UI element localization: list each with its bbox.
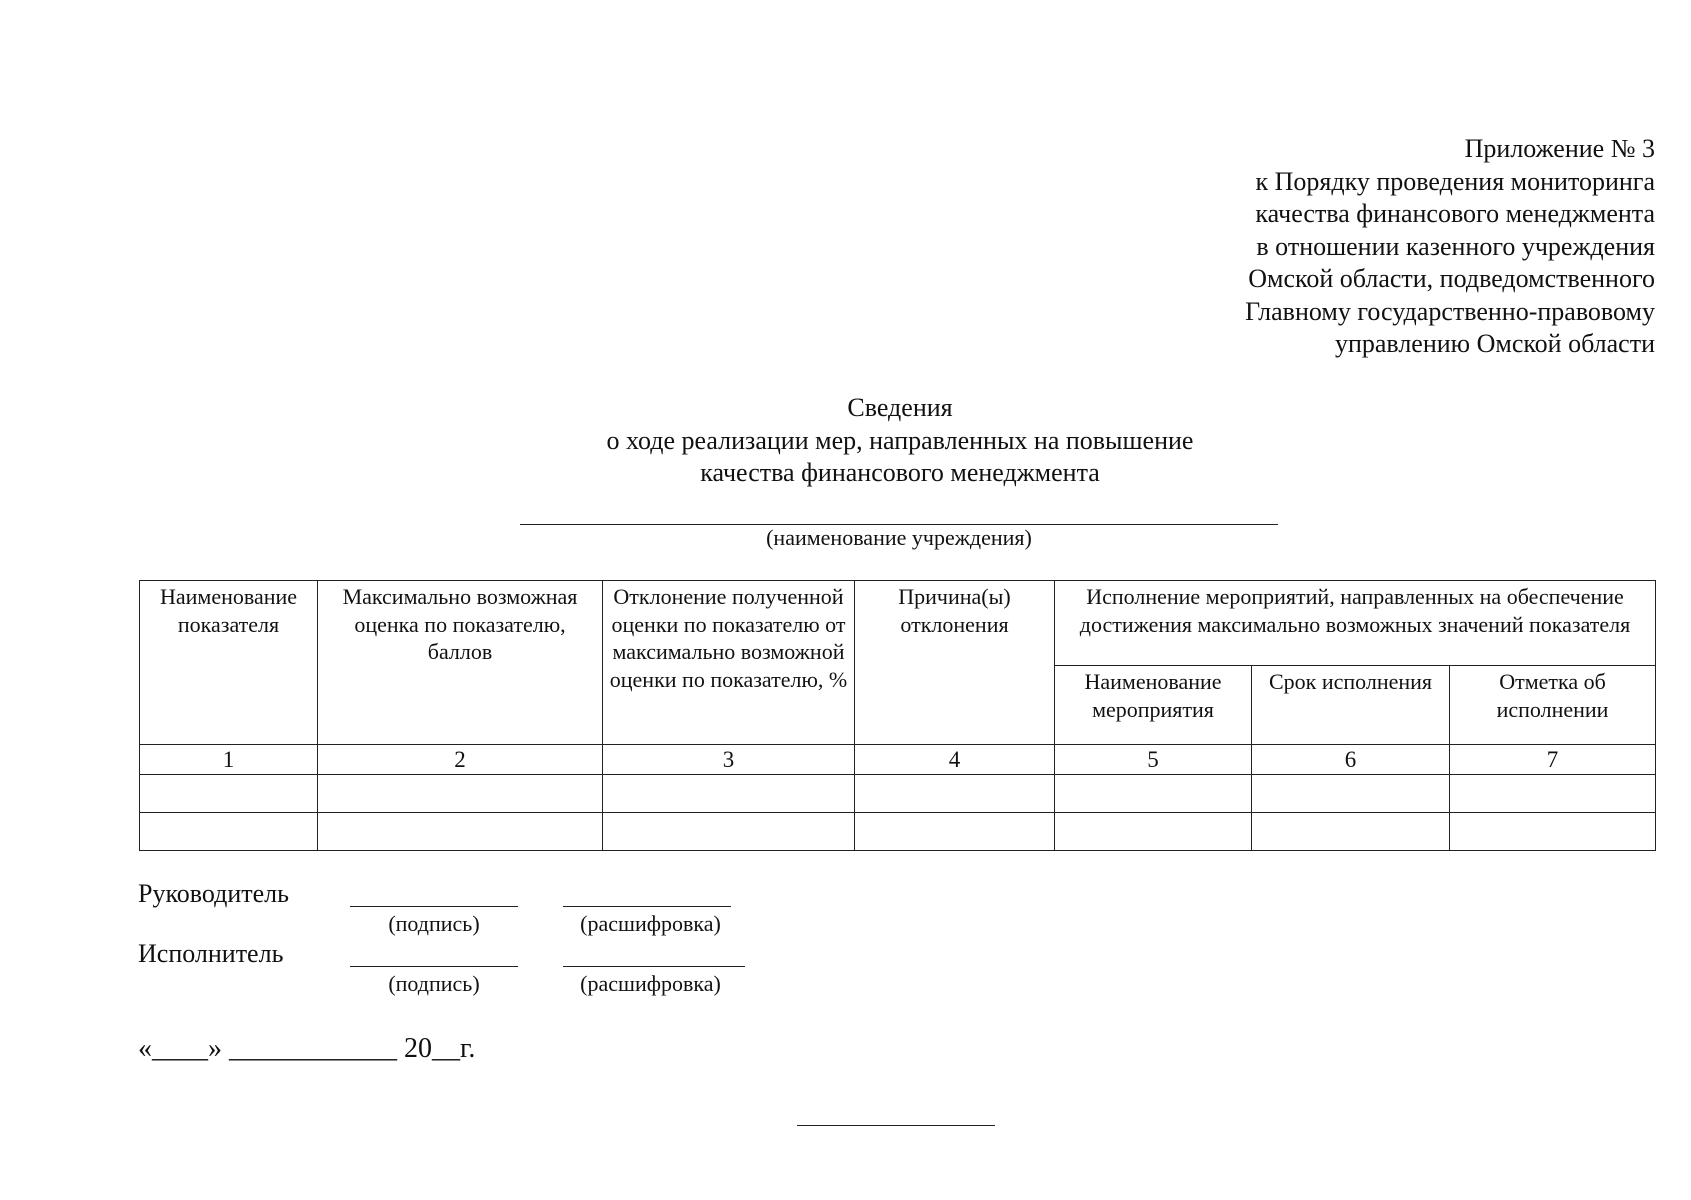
title-line: Сведения <box>847 393 953 422</box>
measures-table <box>139 580 1656 851</box>
header-measure-name: Наименование мероприятия <box>1055 666 1252 745</box>
date-line[interactable]: «____» ____________ 20__г. <box>138 1033 476 1064</box>
header-deviation-reason: Причина(ы) отклонения <box>855 581 1055 745</box>
header-max-score: Максимально возможная оценка по показателю, баллов <box>318 581 603 745</box>
column-number: 4 <box>855 745 1055 775</box>
table-cell[interactable] <box>1055 813 1252 851</box>
table-cell[interactable] <box>1055 775 1252 813</box>
table-cell[interactable] <box>318 813 603 851</box>
table-cell[interactable] <box>1450 775 1656 813</box>
head-label: Руководитель <box>138 879 289 908</box>
closing-rule <box>797 1125 995 1126</box>
column-number-row <box>140 745 1656 775</box>
table-cell[interactable] <box>318 775 603 813</box>
head-decoding-caption: (расшифровка) <box>580 911 721 936</box>
column-number: 5 <box>1055 745 1252 775</box>
table-header-row <box>140 581 1656 666</box>
head-signature-line[interactable] <box>350 906 518 907</box>
table-cell[interactable] <box>140 775 318 813</box>
head-signature-caption: (подпись) <box>388 911 480 936</box>
appendix-line: качества финансового менеджмента <box>1255 199 1655 228</box>
appendix-block <box>1015 133 1655 361</box>
header-completion-mark: Отметка об исполнении <box>1450 666 1656 745</box>
document-title <box>300 392 1500 490</box>
institution-name-caption: (наименование учреждения) <box>766 525 1032 550</box>
executor-decoding-line[interactable] <box>563 966 745 967</box>
executor-signature-caption: (подпись) <box>388 971 480 996</box>
column-number: 1 <box>140 745 318 775</box>
column-number: 7 <box>1450 745 1656 775</box>
table-cell[interactable] <box>1252 813 1450 851</box>
title-line: качества финансового менеджмента <box>700 458 1100 487</box>
table-cell[interactable] <box>1252 775 1450 813</box>
column-number: 6 <box>1252 745 1450 775</box>
table-row <box>140 775 1656 813</box>
appendix-line: Омской области, подведомственного <box>1248 264 1655 293</box>
column-number: 2 <box>318 745 603 775</box>
table-cell[interactable] <box>603 775 855 813</box>
executor-decoding-caption: (расшифровка) <box>580 971 721 996</box>
appendix-line: управлению Омской области <box>1334 329 1655 358</box>
appendix-line: к Порядку проведения мониторинга <box>1255 166 1655 196</box>
header-measures-group: Исполнение мероприятий, направленных на обеспечение достижения максимально возможных значений показателя <box>1055 581 1656 666</box>
appendix-line: Приложение № 3 <box>1464 134 1655 163</box>
table-cell[interactable] <box>603 813 855 851</box>
header-deviation: Отклонение полученной оценки по показателю от максимально возможной оценки по показателю, % <box>603 581 855 745</box>
header-indicator-name: Наименование показателя <box>140 581 318 745</box>
table-cell[interactable] <box>1450 813 1656 851</box>
title-line: о ходе реализации мер, направленных на повышение <box>606 425 1194 455</box>
executor-signature-line[interactable] <box>350 966 518 967</box>
head-decoding-line[interactable] <box>563 906 731 907</box>
table-cell[interactable] <box>855 775 1055 813</box>
appendix-line: в отношении казенного учреждения <box>1256 231 1655 261</box>
table-row <box>140 813 1656 851</box>
column-number: 3 <box>603 745 855 775</box>
appendix-line: Главному государственно-правовому <box>1245 296 1655 326</box>
executor-label: Исполнитель <box>138 939 284 968</box>
table-cell[interactable] <box>855 813 1055 851</box>
table-cell[interactable] <box>140 813 318 851</box>
header-deadline: Срок исполнения <box>1252 666 1450 745</box>
